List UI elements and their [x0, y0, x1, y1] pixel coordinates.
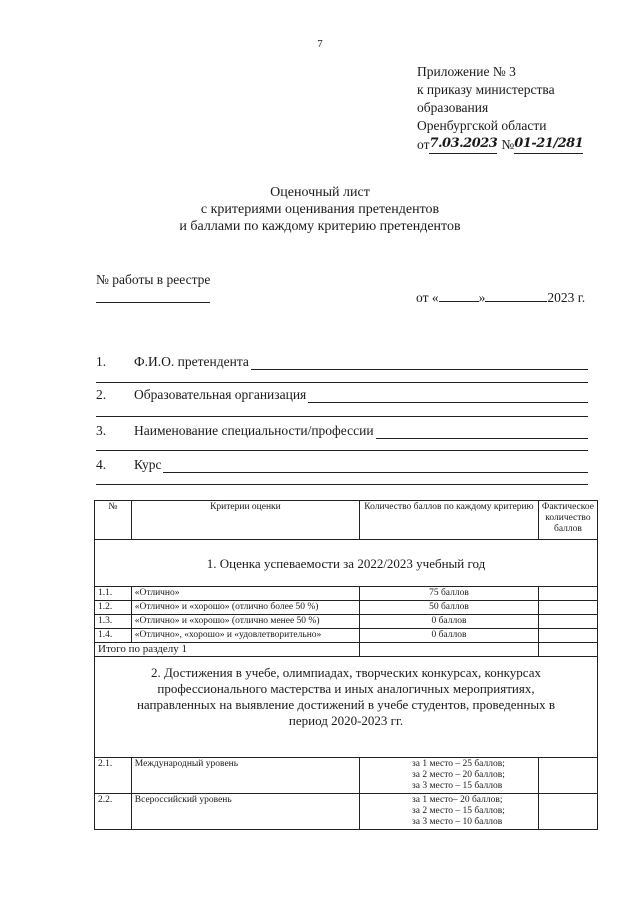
table-row: [95, 601, 598, 615]
field-input-line[interactable]: [251, 355, 588, 370]
row-points: [360, 794, 539, 830]
section1-row: [95, 540, 598, 587]
field-input-line[interactable]: [163, 458, 588, 473]
appendix-line1: Приложение № 3: [417, 64, 516, 79]
field-extra-line[interactable]: [96, 416, 588, 417]
points-first-place: за 1 место– 20 баллов;: [412, 795, 503, 805]
order-from-prefix: от: [417, 137, 430, 152]
total-actual-cell[interactable]: [538, 643, 597, 657]
row-number: 2.2.: [95, 794, 132, 830]
field-input-line[interactable]: [376, 424, 588, 439]
appendix-block: [417, 63, 617, 154]
date-day-blank[interactable]: [439, 290, 479, 302]
field-organization: [96, 387, 588, 403]
row-actual-cell[interactable]: [538, 629, 597, 643]
row-number: 1.4.: [95, 629, 132, 643]
appendix-line3: образования: [417, 100, 489, 115]
order-no-prefix: №: [501, 137, 515, 152]
row-number: 2.1.: [95, 758, 132, 794]
header-number: №: [95, 501, 132, 540]
header-actual-points: Фактическое количество баллов: [538, 501, 597, 540]
row-criterion: «Отлично»: [131, 587, 359, 601]
registry-label: № работы в реестре: [96, 272, 211, 287]
order-reference: [417, 135, 617, 154]
field-extra-line[interactable]: [96, 484, 588, 485]
row-criterion: «Отлично» и «хорошо» (отлично более 50 %): [131, 601, 359, 615]
table-row: [95, 794, 598, 830]
row-number: 1.1.: [95, 587, 132, 601]
table-row: [95, 629, 598, 643]
field-extra-line[interactable]: [96, 382, 588, 383]
field-label: Наименование специальности/профессии: [134, 423, 374, 438]
total-label: Итого по разделу 1: [95, 643, 360, 657]
row-points: 0 баллов: [360, 629, 539, 643]
row-criterion: «Отлично», «хорошо» и «удовлетворительно»: [131, 629, 359, 643]
row-points: [360, 758, 539, 794]
total-points-cell: [360, 643, 539, 657]
appendix-line4: Оренбургской области: [417, 118, 547, 133]
section2-row: [95, 657, 598, 758]
row-points: 0 баллов: [360, 615, 539, 629]
points-third-place: за 3 место – 10 баллов: [412, 817, 503, 827]
field-specialty: [96, 423, 588, 439]
row-points: 75 баллов: [360, 587, 539, 601]
field-number: 2.: [96, 387, 107, 402]
registry-number-line[interactable]: [96, 302, 210, 303]
row-actual-cell[interactable]: [538, 587, 597, 601]
date-month-blank[interactable]: [485, 290, 547, 302]
points-second-place: за 2 место – 20 баллов;: [412, 770, 505, 780]
total-row: [95, 643, 598, 657]
row-criterion: «Отлично» и «хорошо» (отлично менее 50 %): [131, 615, 359, 629]
order-number-handwritten: 01-21/281: [514, 135, 583, 154]
row-actual-cell[interactable]: [538, 758, 597, 794]
date-from-label: от «: [416, 290, 439, 305]
field-number: 1.: [96, 354, 107, 369]
date-quote-close: »: [478, 290, 486, 305]
header-points: Количество баллов по каждому критерию: [360, 501, 539, 540]
row-criterion: Международный уровень: [131, 758, 359, 794]
field-label: Образовательная организация: [134, 387, 307, 402]
title-line1: Оценочный лист: [270, 185, 370, 200]
field-course: [96, 457, 588, 473]
row-actual-cell[interactable]: [538, 794, 597, 830]
section1-title: 1. Оценка успеваемости за 2022/2023 учебный год: [95, 540, 598, 587]
field-extra-line[interactable]: [96, 450, 588, 451]
table-row: [95, 587, 598, 601]
row-actual-cell[interactable]: [538, 615, 597, 629]
section2-title: 2. Достижения в учебе, олимпиадах, творческих конкурсах, конкурсах профессионального мастерства и иных аналогичных мероприятиях, направленных на выявление достижений в учебе студентов, проведенных в период 2020-2023 гг.: [95, 657, 598, 758]
registry-date: [416, 290, 585, 306]
appendix-line2: к приказу министерства: [417, 82, 555, 97]
field-applicant-name: [96, 354, 588, 370]
row-points: 50 баллов: [360, 601, 539, 615]
page-number: 7: [317, 38, 323, 50]
title-line3: и баллами по каждому критерию претендентов: [179, 219, 461, 234]
row-number: 1.3.: [95, 615, 132, 629]
table-row: [95, 758, 598, 794]
points-second-place: за 2 место – 15 баллов;: [412, 806, 505, 816]
date-year-label: 2023 г.: [547, 290, 586, 305]
field-label: Ф.И.О. претендента: [134, 354, 249, 369]
row-actual-cell[interactable]: [538, 601, 597, 615]
field-number: 3.: [96, 423, 107, 438]
field-label: Курс: [134, 457, 162, 472]
criteria-table: [94, 500, 598, 830]
field-input-line[interactable]: [308, 388, 588, 403]
row-number: 1.2.: [95, 601, 132, 615]
document-title: [0, 184, 640, 235]
table-row: [95, 615, 598, 629]
field-number: 4.: [96, 457, 107, 472]
row-criterion: Всероссийский уровень: [131, 794, 359, 830]
title-line2: с критериями оценивания претендентов: [200, 202, 440, 217]
order-date-handwritten: 7.03.2023: [429, 135, 497, 154]
points-third-place: за 3 место – 15 баллов: [412, 781, 503, 791]
header-criteria: Критерии оценки: [131, 501, 359, 540]
table-header-row: [95, 501, 598, 540]
points-first-place: за 1 место – 25 баллов;: [412, 759, 505, 769]
